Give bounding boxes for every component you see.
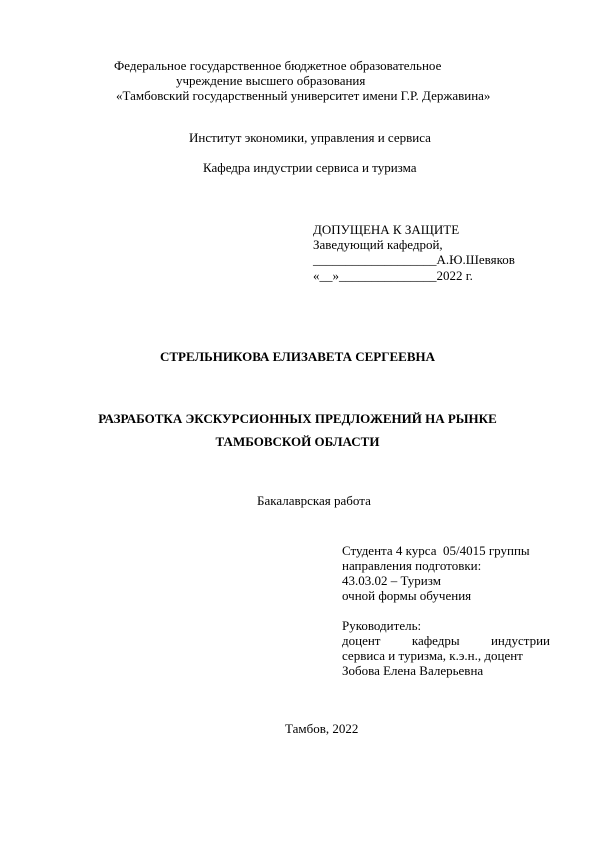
ministry-line-2: учреждение высшего образования — [176, 73, 366, 88]
university-name: «Тамбовский государственный университет имени Г.Р. Державина» — [116, 88, 491, 103]
supervisor-label: Руководитель: — [342, 618, 422, 633]
approval-signature-line: ___________________А.Ю.Шевяков — [313, 252, 515, 267]
approval-title: ДОПУЩЕНА К ЗАЩИТЕ — [313, 222, 460, 237]
ministry-line-1: Федеральное государственное бюджетное образовательное — [114, 58, 442, 73]
supervisor-word-2: кафедры — [411, 633, 460, 648]
department-name: Кафедра индустрии сервиса и туризма — [203, 160, 417, 175]
student-info-line-1: Студента 4 курса 05/4015 группы — [342, 543, 530, 558]
supervisor-word-3: индустрии — [490, 633, 550, 648]
student-info-line-3: 43.03.02 – Туризм — [342, 573, 441, 588]
student-info-line-4: очной формы обучения — [342, 588, 472, 603]
approval-date-line: «__»_______________2022 г. — [313, 268, 473, 283]
work-type: Бакалаврская работа — [257, 493, 371, 508]
supervisor-line-1 — [342, 633, 550, 648]
supervisor-name: Зобова Елена Валерьевна — [342, 663, 484, 678]
student-info-line-2: направления подготовки: — [342, 558, 482, 573]
approval-position: Заведующий кафедрой, — [313, 237, 443, 252]
thesis-title-line-2: ТАМБОВСКОЙ ОБЛАСТИ — [215, 434, 380, 449]
author-name: СТРЕЛЬНИКОВА ЕЛИЗАВЕТА СЕРГЕЕВНА — [159, 349, 436, 364]
supervisor-line-2: сервиса и туризма, к.э.н., доцент — [342, 648, 523, 663]
city-year: Тамбов, 2022 — [285, 721, 359, 736]
supervisor-word-1: доцент — [342, 633, 381, 648]
thesis-title-line-1: РАЗРАБОТКА ЭКСКУРСИОННЫХ ПРЕДЛОЖЕНИЙ НА РЫНКЕ — [98, 411, 497, 426]
institute-name: Институт экономики, управления и сервиса — [189, 130, 431, 145]
